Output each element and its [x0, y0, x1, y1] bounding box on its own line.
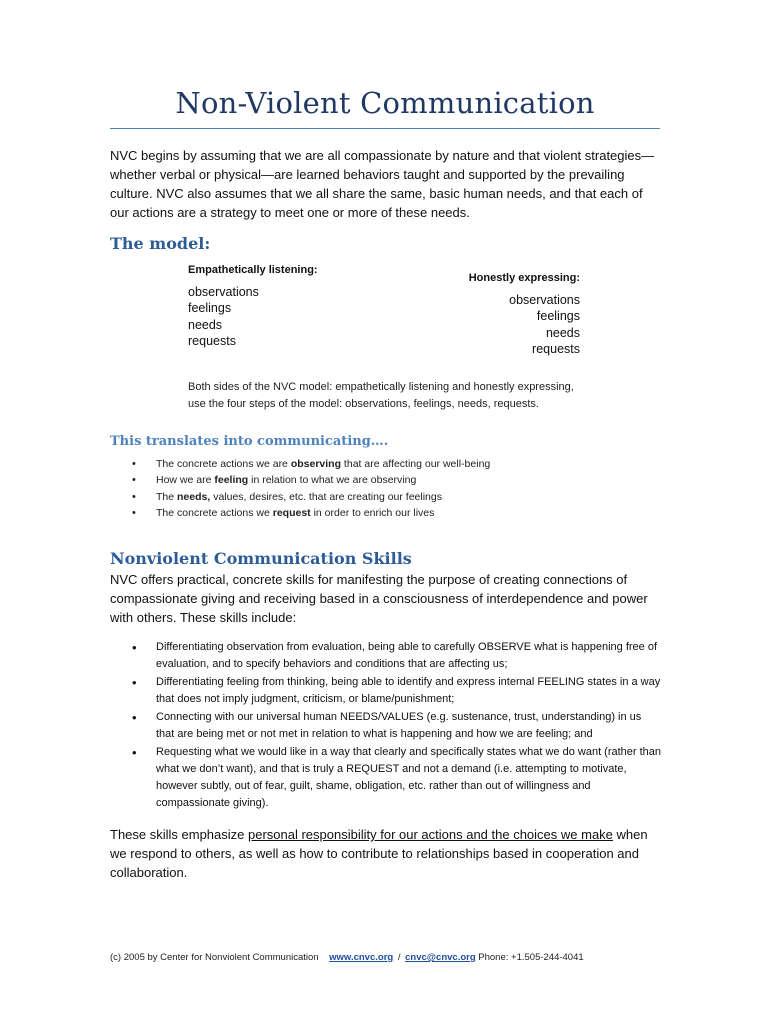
email-link[interactable]: cnvc@cnvc.org: [405, 952, 476, 963]
translates-list: [132, 456, 490, 522]
title-divider: [110, 128, 660, 129]
list-item: • How we are feeling in relation to what we are observing: [132, 472, 490, 488]
skills-heading: Nonviolent Communication Skills: [110, 549, 412, 568]
listening-item: requests: [188, 334, 236, 349]
listening-column: [188, 264, 318, 350]
website-link[interactable]: www.cnvc.org: [329, 952, 394, 963]
skill-item: • Connecting with our universal human NEEDS/VALUES (e.g. sustenance, trust, understanding) in us that are being met or not met in relation to what is happening and how we are feeling; and: [132, 709, 662, 743]
footer: [110, 952, 584, 963]
model-note-line: use the four steps of the model: observations, feelings, needs, requests.: [188, 398, 539, 410]
expressing-heading: Honestly expressing:: [468, 272, 580, 284]
expressing-item: requests: [532, 342, 580, 357]
skill-item: • Requesting what we would like in a way that clearly and specifically states what we do want (rather than what we don’t want), and that is truly a REQUEST and not a demand (i.e. attempting to motivate, however subtly, out of fear, guilt, shame, obligation, etc. rather than out of willingness and compassionate giving).: [132, 744, 662, 812]
skill-item: • Differentiating observation from evaluation, being able to carefully OBSERVE what is happening free of evaluation, and to specify behaviors and conditions that are affecting us;: [132, 639, 662, 673]
expressing-column: [440, 272, 580, 358]
skills-list: [132, 639, 662, 813]
footer-phone: Phone: +1.505-244-4041: [478, 952, 584, 963]
translates-heading: This translates into communicating….: [110, 434, 389, 449]
list-item: • The concrete actions we are observing that are affecting our well-being: [132, 456, 490, 472]
model-heading: The model:: [110, 234, 211, 253]
listening-list: [188, 284, 318, 350]
listening-heading: Empathetically listening:: [188, 264, 318, 276]
list-item: • The concrete actions we request in order to enrich our lives: [132, 505, 490, 521]
intro-paragraph: NVC begins by assuming that we are all compassionate by nature and that violent strategies—whether verbal or physical—are learned behaviors taught and supported by the prevailing culture. NVC also assumes that we all share the same, basic human needs, and that each of our actions are a strategy to meet one or more of these needs.: [110, 148, 655, 220]
listening-item: feelings: [188, 301, 232, 316]
underlined-phrase: personal responsibility for our actions and the choices we make: [248, 827, 613, 842]
expressing-item: observations: [509, 293, 580, 307]
closing-paragraph: These skills emphasize personal responsibility for our actions and the choices we make when we respond to others, as well as how to contribute to relationships based in cooperation and collaboration.: [110, 827, 648, 880]
footer-copyright: (c) 2005 by Center for Nonviolent Communication: [110, 952, 319, 963]
model-note-line: Both sides of the NVC model: empathetically listening and honestly expressing,: [188, 381, 574, 393]
listening-item: needs: [188, 317, 223, 332]
expressing-item: needs: [545, 325, 580, 340]
listening-item: observations: [188, 285, 259, 299]
expressing-item: feelings: [536, 309, 580, 324]
footer-separator: /: [397, 952, 401, 963]
skill-item: • Differentiating feeling from thinking, being able to identify and express internal FEELING states in a way that does not imply judgment, criticism, or blame/punishment;: [132, 674, 662, 708]
skills-intro: NVC offers practical, concrete skills for manifesting the purpose of creating connections of compassionate giving and receiving based in a consciousness of interdependence and power with others. These skills include:: [110, 572, 648, 625]
expressing-list: [440, 292, 580, 358]
list-item: • The needs, values, desires, etc. that are creating our feelings: [132, 489, 490, 505]
model-note: [188, 379, 588, 413]
page-title: Non-Violent Communication: [175, 86, 595, 120]
